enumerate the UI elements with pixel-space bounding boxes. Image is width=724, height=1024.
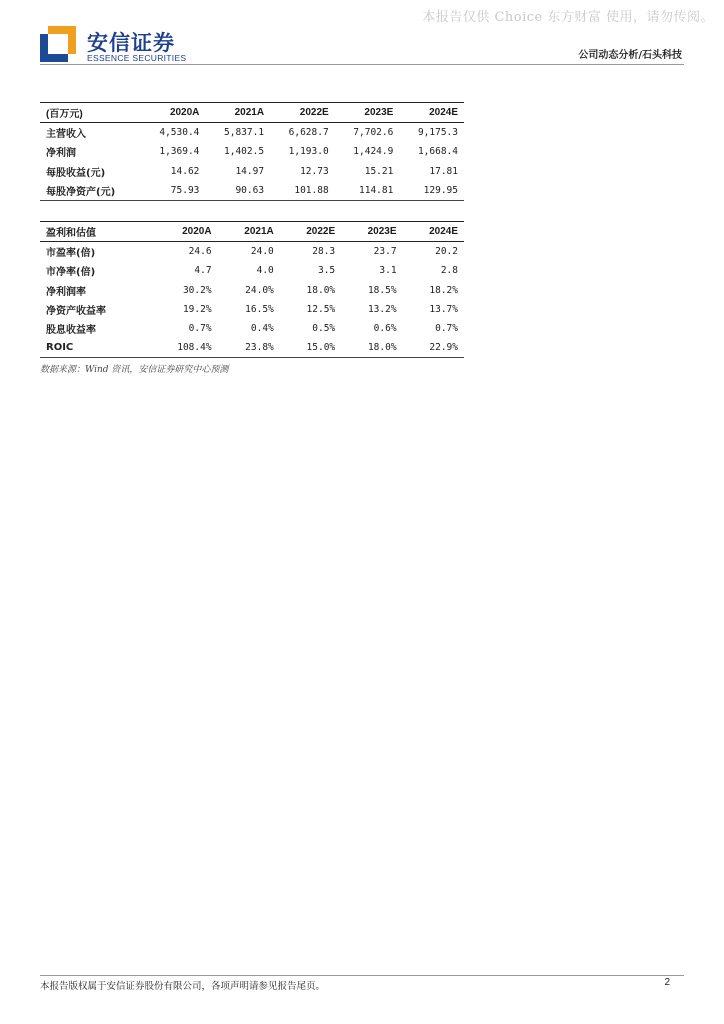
table-cell: 17.81 bbox=[429, 165, 458, 177]
table-cell: 3.5 bbox=[317, 265, 336, 277]
table-cell: 28.3 bbox=[312, 246, 336, 258]
table-cell: 20.2 bbox=[435, 246, 458, 258]
column-header: 2024E bbox=[429, 226, 458, 238]
table-cell: 1,424.9 bbox=[353, 146, 394, 158]
footer-divider bbox=[40, 975, 684, 976]
column-header: 2024E bbox=[429, 107, 458, 119]
row-label: 股息收益率 bbox=[46, 325, 96, 337]
column-header: 2023E bbox=[364, 107, 394, 119]
column-header: (百万元) bbox=[46, 109, 83, 121]
table-cell: 13.2% bbox=[367, 303, 397, 315]
table-cell: 30.2% bbox=[182, 284, 212, 296]
row-label: 每股收益(元) bbox=[46, 167, 106, 179]
table-cell: 23.7 bbox=[373, 246, 397, 258]
table-cell: 0.7% bbox=[435, 323, 458, 335]
table-cell: 14.97 bbox=[235, 165, 265, 177]
table-row bbox=[40, 242, 464, 262]
table-cell: 18.5% bbox=[367, 284, 397, 296]
column-header: 2022E bbox=[299, 107, 329, 119]
table-cell: 4.0 bbox=[256, 265, 274, 277]
row-label: ROIC bbox=[46, 342, 74, 354]
table-cell: 75.93 bbox=[170, 184, 200, 196]
valuation-table bbox=[40, 221, 464, 358]
table-cell: 0.7% bbox=[188, 323, 212, 335]
company-logo bbox=[40, 26, 240, 68]
table-cell: 15.21 bbox=[364, 165, 394, 177]
table-cell: 90.63 bbox=[235, 184, 265, 196]
company-name-en: ESSENCE SECURITIES bbox=[87, 53, 187, 63]
table-header-row bbox=[40, 103, 464, 123]
row-label: 净利润率 bbox=[46, 286, 86, 298]
report-section-label: 公司动态分析/石头科技 bbox=[578, 50, 682, 61]
table-cell: 129.95 bbox=[423, 184, 458, 196]
table-cell: 16.5% bbox=[245, 303, 274, 315]
page-number: 2 bbox=[664, 977, 670, 988]
table-cell: 13.7% bbox=[429, 303, 458, 315]
table-row bbox=[40, 162, 464, 181]
table-row bbox=[40, 319, 464, 338]
watermark: 本报告仅供 Choice 东方财富 使用，请勿传阅。 bbox=[422, 10, 714, 25]
table-cell: 18.2% bbox=[429, 284, 458, 296]
table-row bbox=[40, 123, 464, 143]
table-row bbox=[40, 261, 464, 280]
table-header-row bbox=[40, 222, 464, 242]
table-cell: 23.8% bbox=[245, 342, 274, 354]
column-header: 2022E bbox=[306, 226, 336, 238]
table-cell: 18.0% bbox=[306, 284, 336, 296]
table-cell: 0.4% bbox=[250, 323, 274, 335]
table-cell: 1,193.0 bbox=[288, 146, 329, 158]
table-cell: 7,702.6 bbox=[353, 127, 394, 139]
table-cell: 5,837.1 bbox=[224, 127, 265, 139]
table-row bbox=[40, 338, 464, 358]
table-cell: 3.1 bbox=[379, 265, 397, 277]
table-cell: 0.5% bbox=[312, 323, 336, 335]
table-cell: 22.9% bbox=[429, 342, 458, 354]
column-header: 2020A bbox=[182, 226, 212, 238]
table-cell: 14.62 bbox=[170, 165, 200, 177]
table-cell: 4,530.4 bbox=[159, 127, 200, 139]
financial-summary-table bbox=[40, 102, 464, 201]
table-cell: 6,628.7 bbox=[288, 127, 329, 139]
column-header: 2020A bbox=[169, 107, 200, 119]
row-label: 主营收入 bbox=[46, 129, 86, 141]
column-header: 2021A bbox=[244, 226, 274, 238]
row-label: 净利润 bbox=[46, 148, 76, 160]
table-cell: 1,369.4 bbox=[159, 146, 200, 158]
table-cell: 4.7 bbox=[194, 265, 212, 277]
column-header: 2023E bbox=[367, 226, 397, 238]
table-cell: 24.6 bbox=[188, 246, 212, 258]
table-cell: 1,668.4 bbox=[417, 146, 458, 158]
row-label: 市盈率(倍) bbox=[46, 248, 96, 260]
table-cell: 15.0% bbox=[306, 342, 336, 354]
row-label: 市净率(倍) bbox=[46, 267, 96, 279]
table-cell: 108.4% bbox=[177, 342, 212, 354]
row-label: 净资产收益率 bbox=[46, 305, 106, 317]
column-header: 2021A bbox=[234, 107, 265, 119]
table-row bbox=[40, 300, 464, 319]
table-cell: 24.0% bbox=[245, 284, 274, 296]
table-cell: 12.73 bbox=[300, 165, 329, 177]
company-name-cn: 安信证券 bbox=[87, 31, 175, 55]
table-cell: 24.0 bbox=[250, 246, 274, 258]
table-row bbox=[40, 281, 464, 300]
table-cell: 114.81 bbox=[359, 184, 394, 196]
table-cell: 0.6% bbox=[373, 323, 397, 335]
table-cell: 18.0% bbox=[367, 342, 397, 354]
table-cell: 2.8 bbox=[440, 265, 458, 277]
logo-mark-icon bbox=[40, 26, 76, 62]
column-header: 盈利和估值 bbox=[46, 228, 96, 240]
copyright-disclaimer: 本报告版权属于安信证券股份有限公司，各项声明请参见报告尾页。 bbox=[40, 981, 326, 992]
data-source-note: 数据来源：Wind 资讯，安信证券研究中心预测 bbox=[40, 365, 229, 375]
table-row bbox=[40, 142, 464, 161]
table-cell: 1,402.5 bbox=[224, 146, 265, 158]
table-cell: 19.2% bbox=[182, 303, 212, 315]
table-cell: 101.88 bbox=[294, 184, 329, 196]
header-divider bbox=[40, 64, 684, 65]
table-row bbox=[40, 181, 464, 201]
table-cell: 9,175.3 bbox=[417, 127, 458, 139]
row-label: 每股净资产(元) bbox=[46, 186, 116, 198]
table-cell: 12.5% bbox=[306, 303, 336, 315]
